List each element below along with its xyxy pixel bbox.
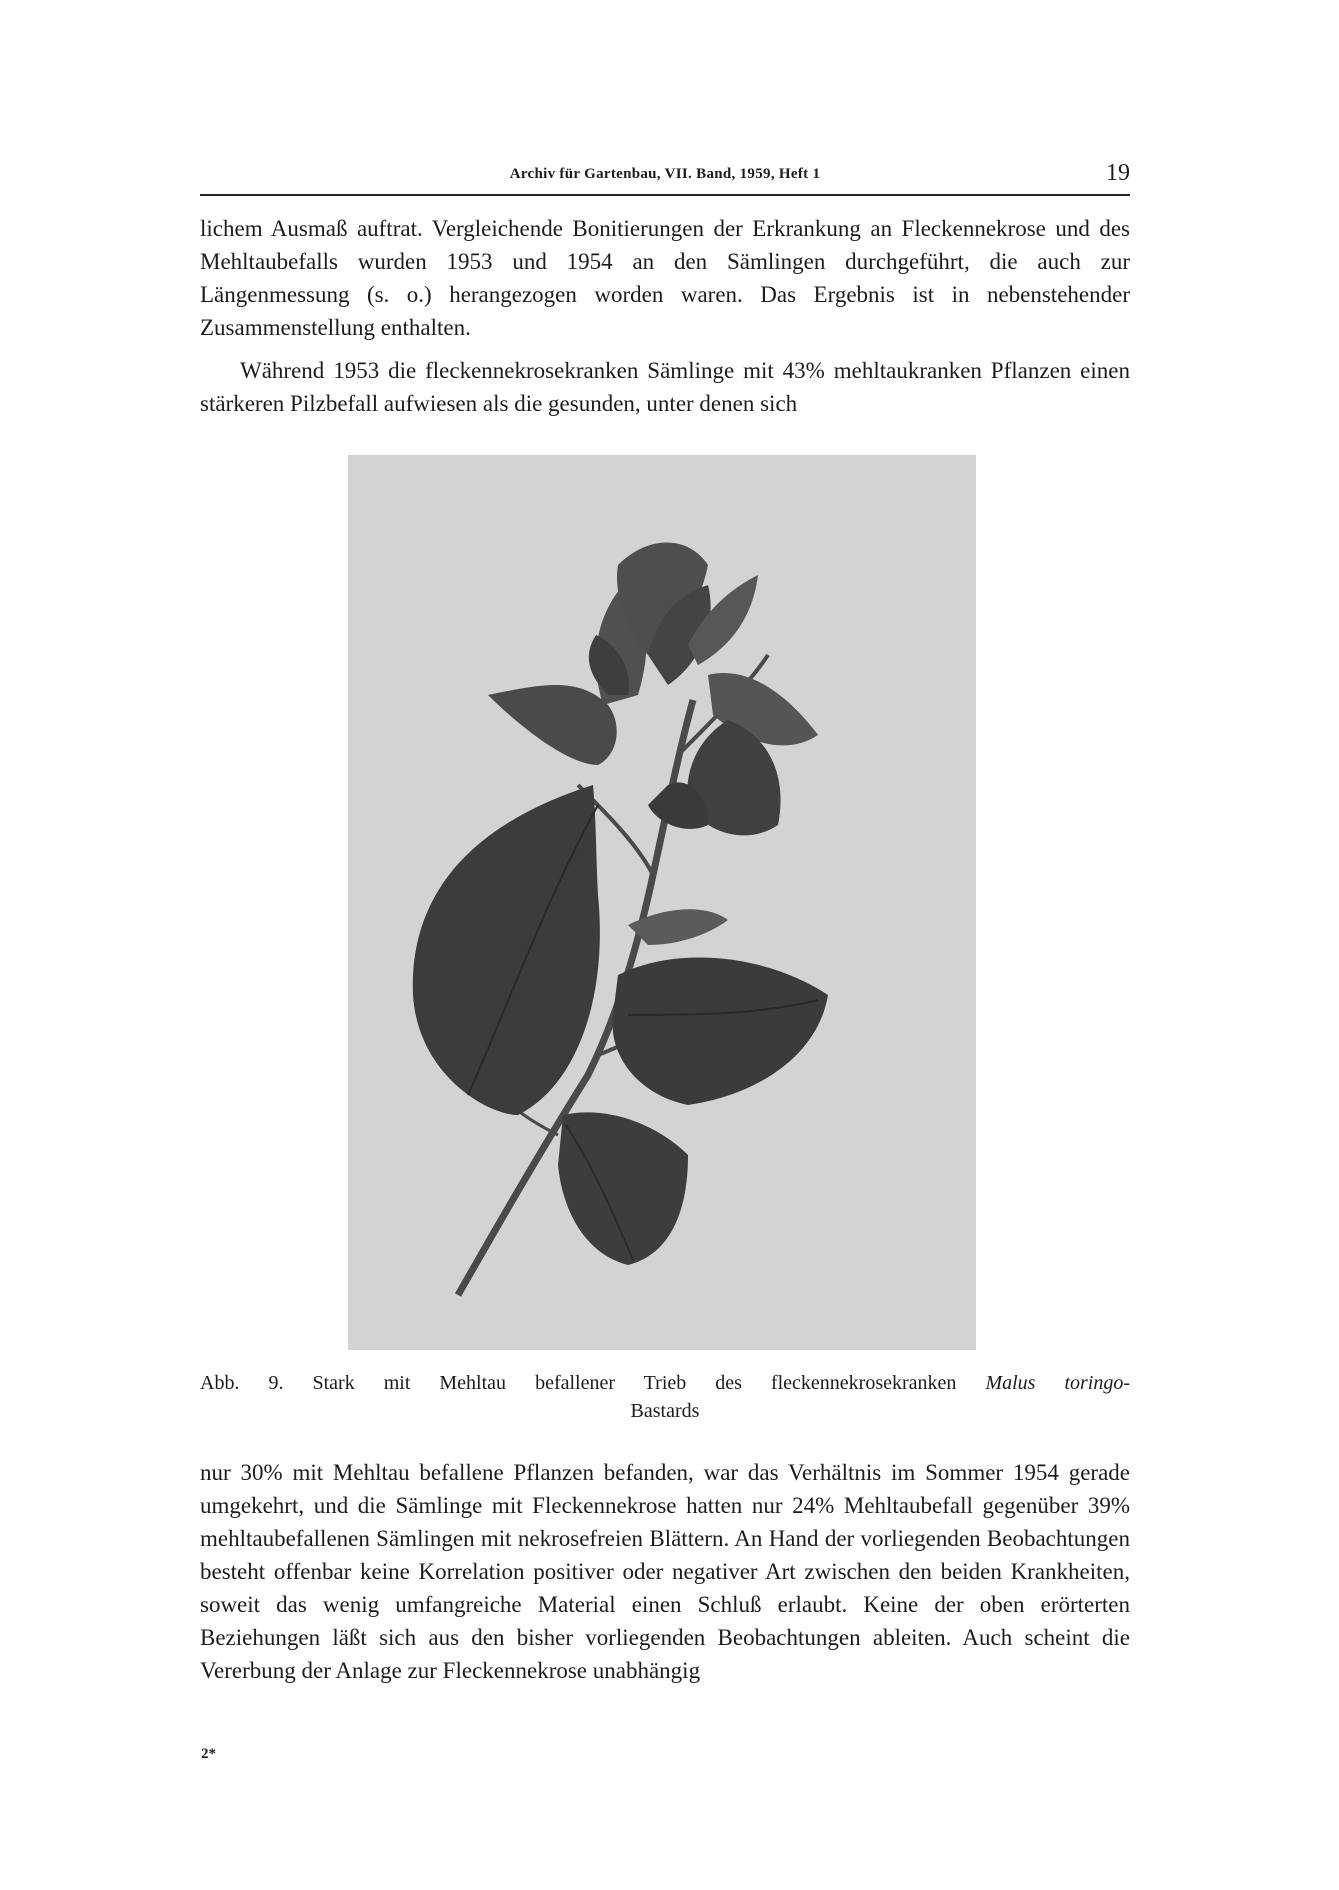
caption-line-2: Bastards (630, 1400, 700, 1422)
paragraph-2: Während 1953 die fleckennekrosekranken Sämlinge mit 43% mehltaukranken Pflanzen einen stärkeren Pilzbefall aufwiesen als die gesunden, unter denen sich (200, 358, 1130, 416)
figure-photo-leaf-shoot (348, 455, 976, 1350)
running-head: Archiv für Gartenbau, VII. Band, 1959, Heft 1 (509, 166, 821, 182)
caption-prefix: Abb. 9. (200, 1372, 284, 1394)
paragraph-1: lichem Ausmaß auftrat. Vergleichende Bonitierungen der Erkrankung an Fleckennekrose und des Mehltaubefalls wurden 1953 und 1954 an den Sämlingen durchgeführt, die auch zur Längenmessung (s. o.) herangezogen worden waren. Das Ergebnis ist in nebenstehender Zusammenstellung enthalten. (200, 216, 1130, 340)
leaf-shoot-illustration (348, 455, 976, 1350)
figure-caption (200, 1369, 1130, 1425)
page-number: 19 (1106, 160, 1130, 186)
sheet-signature: 2* (201, 1746, 216, 1762)
header-rule (200, 194, 1130, 196)
paragraph-3: nur 30% mit Mehltau befallene Pflanzen befanden, war das Verhältnis im Sommer 1954 gerade umgekehrt, und die Sämlinge mit Fleckennekrose hatten nur 24% Mehltaubefall gegenüber 39% mehltaubefallenen Sämlingen mit nekrosefreien Blättern. An Hand der vorliegenden Beobachtungen besteht offenbar keine Korrelation positiver oder negativer Art zwischen den beiden Krankheiten, soweit das wenig umfangreiche Material einen Schluß erlaubt. Keine der oben erörterten Beziehungen läßt sich aus den bisher vorliegenden Beobachtungen ableiten. Auch scheint die Vererbung der Anlage zur Fleckennekrose unabhängig (200, 1460, 1130, 1683)
caption-species: Malus toringo- (985, 1372, 1131, 1394)
page-header (200, 160, 1130, 192)
caption-text: Stark mit Mehltau befallener Trieb des fleckennekrosekranken (312, 1372, 957, 1394)
caption-line-1 (200, 1369, 1130, 1397)
